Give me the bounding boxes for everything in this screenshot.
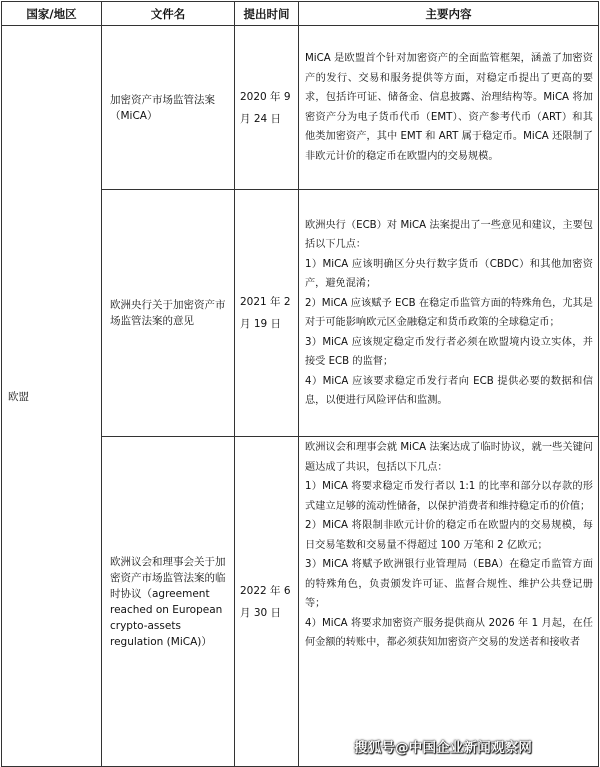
content-cell <box>299 437 599 767</box>
content-paragraph: 欧洲央行（ECB）对 MiCA 法案提出了一些意见和建议，主要包括以下几点： <box>305 219 593 250</box>
policy-table <box>1 1 599 767</box>
watermark <box>350 736 536 756</box>
content-paragraph: 2）MiCA 将限制非欧元计价的稳定币在欧盟内的交易规模，每日交易笔数和交易量不得超过 100 万笔和 2 亿欧元； <box>305 520 593 551</box>
header-document-name: 文件名 <box>102 2 235 26</box>
region-cell: 欧盟 <box>2 26 102 767</box>
content-paragraph: 3）MiCA 应该规定稳定币发行者必须在欧盟境内设立实体，并接受 ECB 的监督； <box>305 336 593 367</box>
content-cell <box>299 26 599 190</box>
date-cell: 2022 年 6 月 30 日 <box>235 437 299 767</box>
content-paragraph: 1）MiCA 应该明确区分央行数字货币（CBDC）和其他加密资产，避免混淆； <box>305 258 593 289</box>
header-row <box>2 2 599 26</box>
table-row <box>2 26 599 190</box>
content-paragraph: 3）MiCA 将赋予欧洲银行业管理局（EBA）在稳定币监管方面的特殊角色，负责颁发许可证、监督合规性、维护公共登记册等； <box>305 559 593 609</box>
content-cell <box>299 190 599 437</box>
date-cell: 2021 年 2 月 19 日 <box>235 190 299 437</box>
header-main-content: 主要内容 <box>299 2 599 26</box>
date-cell: 2020 年 9 月 24 日 <box>235 26 299 190</box>
content-paragraph: MiCA 是欧盟首个针对加密资产的全面监管框架，涵盖了加密资产的发行、交易和服务提供等方面，对稳定币提出了更高的要求，包括许可证、储备金、信息披露、治理结构等。MiCA 将加密资产分为电子货币代币（EMT）、资产参考代币（ART）和其他类加密资产，其中 EMT 和 ART 属于稳定币。MiCA 还限制了非欧元计价的稳定币在欧盟内的交易规模。 <box>305 53 593 162</box>
content-paragraph: 2）MiCA 应该赋予 ECB 在稳定币监管方面的特殊角色，尤其是对于可能影响欧元区金融稳定和货币政策的全球稳定币； <box>305 297 593 328</box>
content-paragraph: 欧洲议会和理事会就 MiCA 法案达成了临时协议，就一些关键问题达成了共识，包括以下几点： <box>305 442 593 473</box>
header-date: 提出时间 <box>235 2 299 26</box>
content-paragraph: 4）MiCA 应该要求稳定币发行者向 ECB 提供必要的数据和信息，以便进行风险评估和监测。 <box>305 375 593 406</box>
document-name-cell: 加密资产市场监管法案（MiCA） <box>102 26 235 190</box>
document-name-cell: 欧洲央行关于加密资产市场监管法案的意见 <box>102 190 235 437</box>
content-paragraph: 4）MiCA 将要求加密资产服务提供商从 2026 年 1 月起，在任何金额的转账中，都必须获知加密资产交易的发送者和接收者 <box>305 617 593 648</box>
content-paragraph: 1）MiCA 将要求稳定币发行者以 1:1 的比率和部分以存款的形式建立足够的流动性储备，以保护消费者和维持稳定币的价值； <box>305 481 593 512</box>
document-name-cell: 欧洲议会和理事会关于加密资产市场监管法案的临时协议（agreement reached on European crypto-assets regulation (MiCA)） <box>102 437 235 767</box>
watermark-text: 搜狐号@中国企业新闻观察网 <box>354 740 533 756</box>
header-region: 国家/地区 <box>2 2 102 26</box>
